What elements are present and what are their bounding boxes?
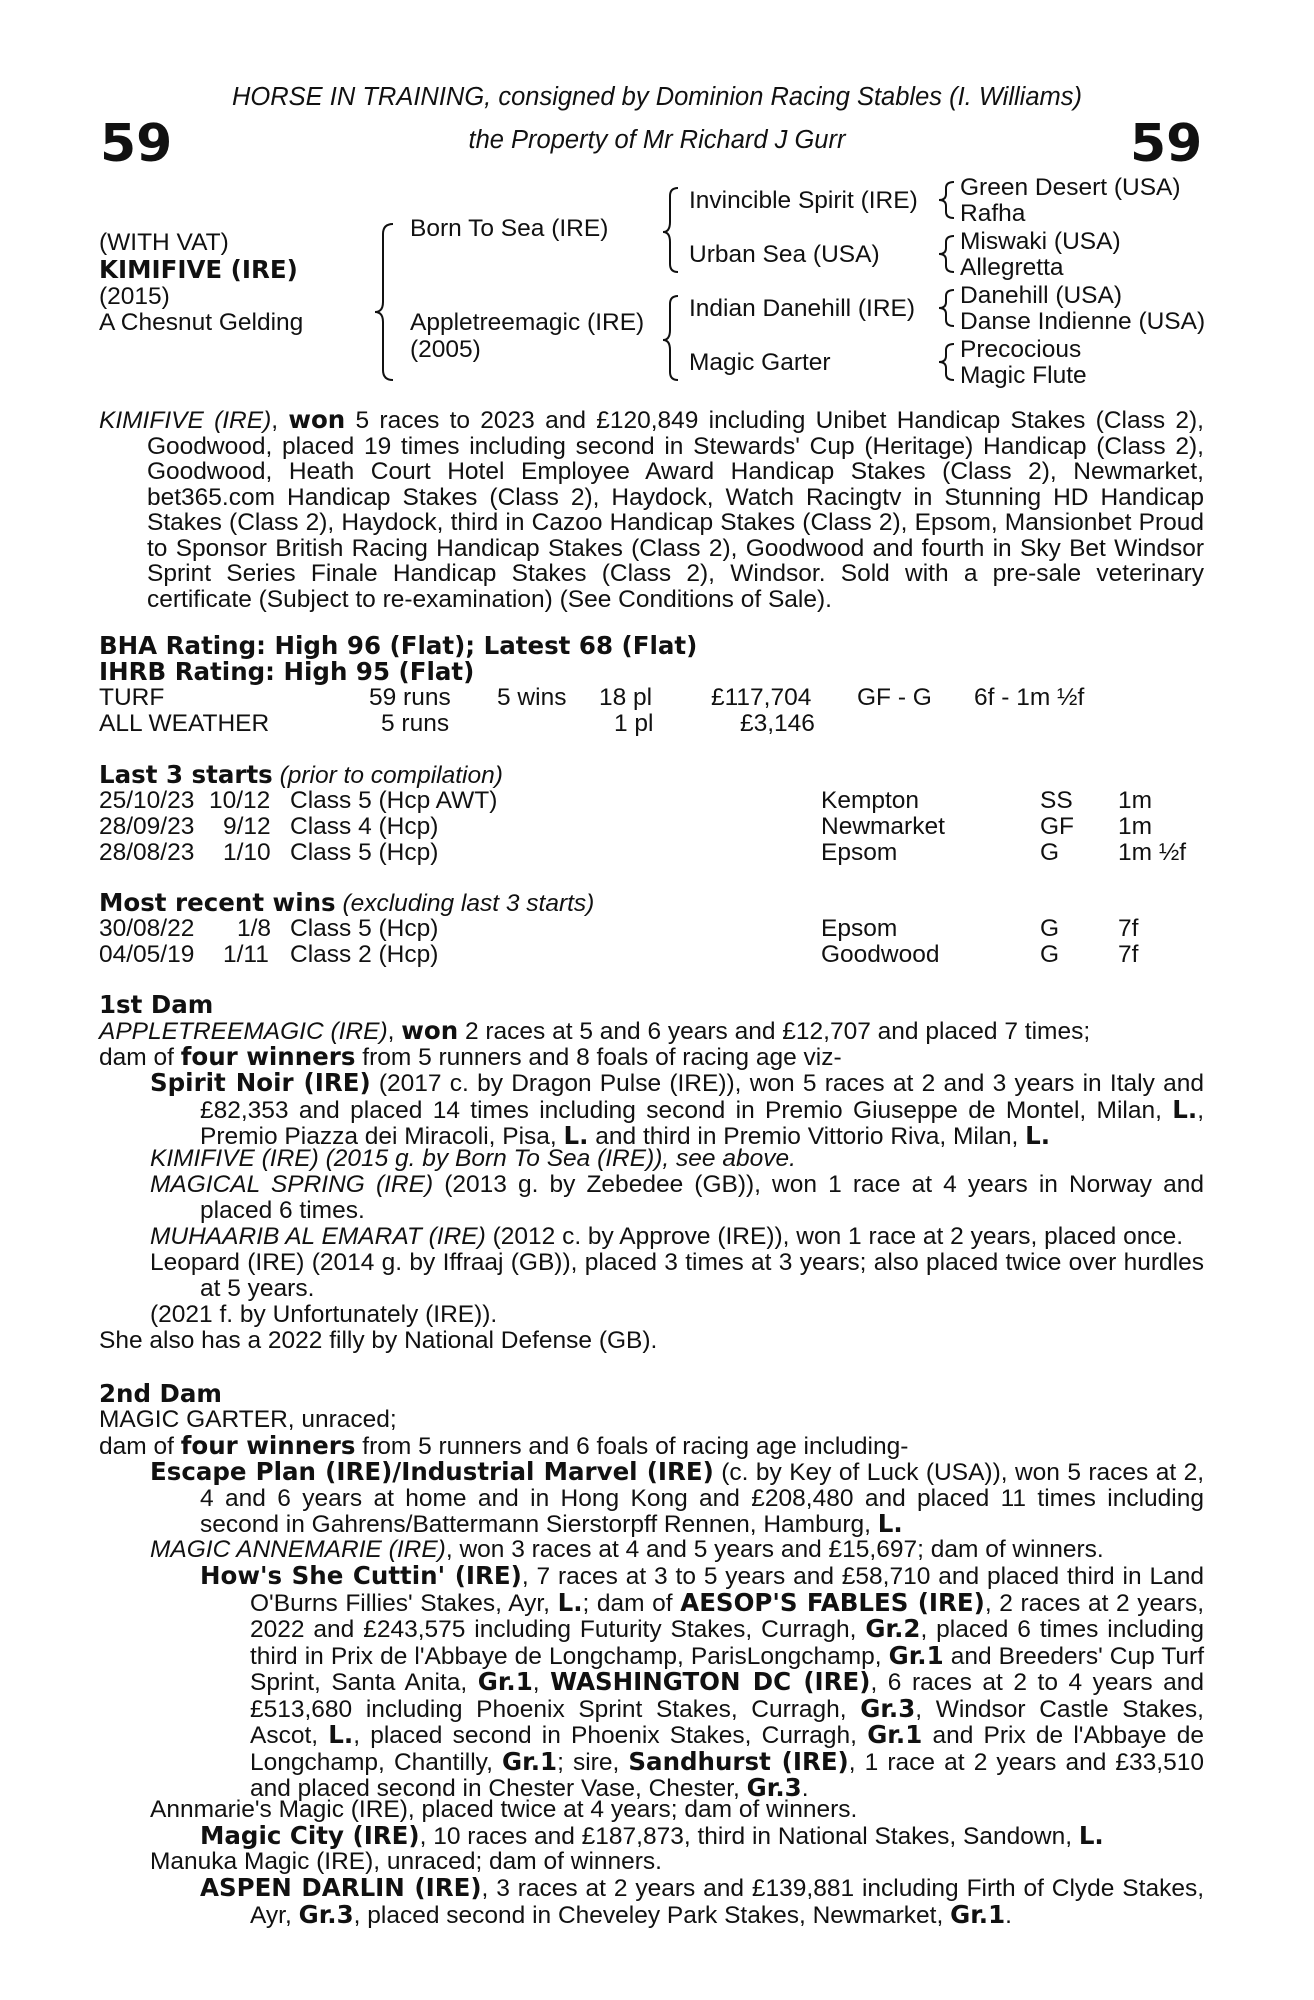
recent-wins-title	[99, 890, 594, 917]
pedigree-ds-dam: Danse Indienne (USA)	[960, 308, 1206, 335]
first-dam-record: 2 races at 5 and 6 years and £12,707 and placed 7 times;	[458, 1018, 1091, 1045]
start-course: Epsom	[821, 839, 898, 866]
produce-spirit-noir	[150, 1070, 1204, 1150]
first-dam-won: won	[401, 1016, 459, 1045]
win-course: Epsom	[821, 915, 898, 942]
text: , 2 races at 2 years, 2022 and £243,575 including Futurity Stakes, Curragh,	[250, 1589, 1205, 1643]
bha-rating: BHA Rating: High 96 (Flat); Latest 68 (Flat)	[99, 631, 698, 660]
group-mark: Gr.3	[860, 1693, 916, 1723]
lot-number-left: 59	[100, 114, 173, 174]
win-class: Class 2 (Hcp)	[290, 941, 439, 968]
group-mark: Gr.1	[502, 1746, 558, 1776]
text: and third in Premio Vittorio Riva, Milan,	[588, 1123, 1026, 1150]
group-mark: Gr.1	[950, 1899, 1006, 1929]
text: and Breeders' Cup Turf Sprint, Santa Anita,	[250, 1642, 1205, 1696]
listed-mark: L.	[1172, 1094, 1198, 1124]
text: dam of	[99, 1433, 181, 1460]
text: (2012 c. by Approve (IRE)), won 1 race at 2 years, placed once.	[485, 1223, 1184, 1250]
group-mark: Gr.1	[867, 1720, 923, 1749]
win-class: Class 5 (Hcp)	[290, 915, 439, 942]
start-distance: 1m	[1118, 787, 1153, 814]
listed-mark: L.	[877, 1509, 903, 1538]
start-going: G	[1040, 839, 1060, 866]
aw-prize-money: £3,146	[740, 710, 815, 737]
start-date: 25/10/23	[99, 787, 195, 814]
group-mark: Gr.2	[865, 1614, 921, 1643]
pedigree-sire-dam: Urban Sea (USA)	[689, 241, 880, 268]
text: ; dam of	[582, 1589, 681, 1617]
pedigree-dd-sire: Precocious	[960, 336, 1082, 363]
pedigree-dam-dam: Magic Garter	[689, 349, 831, 376]
ihrb-rating: IHRB Rating: High 95 (Flat)	[99, 657, 475, 686]
text: , 6 races at 2 to 4 years and £513,680 including Phoenix Sprint Stakes, Curragh,	[250, 1669, 1204, 1723]
win-date: 30/08/22	[99, 915, 195, 942]
aw-label: ALL WEATHER	[99, 710, 270, 737]
horse-description: A Chesnut Gelding	[99, 309, 304, 336]
recent-wins-title-text: Most recent wins	[99, 888, 336, 917]
start-course: Kempton	[821, 787, 920, 814]
win-course: Goodwood	[821, 941, 940, 968]
header-consignor: HORSE IN TRAINING, consigned by Dominion Racing Stables (I. Williams)	[231, 83, 1083, 111]
start-position: 9/12	[223, 813, 271, 840]
turf-going: GF - G	[857, 684, 932, 711]
first-dam-produce-line	[99, 1044, 842, 1071]
turf-runs: 59 runs	[369, 684, 451, 711]
start-course: Newmarket	[821, 813, 945, 840]
second-dam-produce-line	[99, 1433, 908, 1460]
listed-mark: L.	[563, 1121, 589, 1150]
win-date: 04/05/19	[99, 941, 195, 968]
pedigree-sd-dam: Allegretta	[960, 254, 1064, 281]
text: ; sire,	[557, 1748, 629, 1776]
group-mark: Gr.3	[746, 1773, 802, 1802]
header-property: the Property of Mr Richard J Gurr	[468, 126, 846, 154]
text: (c. by Key of Luck (USA)), won 5 races at 2, 4 and 6 years at home and in Hong Kong and £208,480 and placed 11 times including second in Gahrens/Battermann Sierstorpff Rennen, Hamburg,	[200, 1459, 1204, 1538]
listed-mark: L.	[557, 1587, 583, 1617]
last-3-title-text: Last 3 starts	[99, 760, 273, 789]
text: , Premio Piazza dei Miracoli, Pisa,	[200, 1096, 1204, 1150]
group-mark: Gr.1	[888, 1640, 944, 1670]
second-dam-line: MAGIC GARTER, unraced;	[99, 1406, 397, 1433]
start-distance: 1m ½f	[1118, 839, 1187, 866]
produce-name: MAGICAL SPRING (IRE)	[150, 1171, 434, 1198]
produce-hows-she-cuttin: How's She Cuttin' (IRE), 7 races at 3 to 5 years and £58,710 and placed third in Land O'Burns Fillies' Stakes, Ayr, L.; dam of AESOP'S FABLES (IRE), 2 races at 2 years, 2022 and £243,575 including Futurity Stakes, Curragh, Gr.2, placed 6 times including third in Prix de l'Abbaye de Longchamp, ParisLongchamp, Gr.1 and Breeders' Cup Turf Sprint, Santa Anita, Gr.1, WASHINGTON DC (IRE), 6 races at 2 to 4 years and £513,680 including Phoenix Sprint Stakes, Curragh, Gr.3, Windsor Castle Stakes, Ascot, L., placed second in Phoenix Stakes, Curragh, Gr.1 and Prix de l'Abbaye de Longchamp, Chantilly, Gr.1; sire, Sandhurst (IRE), 1 race at 2 years and £33,510 and placed second in Chester Vase, Chester, Gr.3.	[200, 1561, 1205, 1802]
start-position: 1/10	[223, 839, 271, 866]
text: , 7 races at 3 to 5 years and £58,710 and placed third in Land O'Burns Fillies' Stakes, Ayr,	[250, 1563, 1204, 1617]
produce-name: How's She Cuttin' (IRE)	[200, 1561, 522, 1590]
start-class: Class 4 (Hcp)	[290, 813, 439, 840]
text: Leopard (IRE) (2014 g. by Iffraaj (GB)), placed 3 times at 3 years; also placed twice over hurdles at 5 years.	[150, 1249, 1204, 1302]
text: from 5 runners and 8 foals of racing age viz-	[355, 1044, 842, 1071]
text: and Prix de l'Abbaye de Longchamp, Chantilly,	[250, 1722, 1204, 1776]
pedigree-dam-year: (2005)	[410, 336, 481, 363]
text: , won 3 races at 4 and 5 years and £15,697; dam of winners.	[445, 1536, 1104, 1563]
pedigree-ss-sire: Green Desert (USA)	[960, 174, 1181, 201]
start-class: Class 5 (Hcp AWT)	[290, 787, 498, 814]
pedigree-sire-sire: Invincible Spirit (IRE)	[689, 187, 918, 214]
winners-count: four winners	[180, 1042, 356, 1071]
produce-name: Spirit Noir (IRE)	[150, 1068, 371, 1097]
text: , placed second in Phoenix Stakes, Curragh,	[353, 1722, 868, 1749]
produce-magic-city	[200, 1823, 1104, 1850]
text: (2013 g. by Zebedee (GB)), won 1 race at 4 years in Norway and placed 6 times.	[200, 1171, 1205, 1224]
produce-name: ASPEN DARLIN (IRE)	[200, 1873, 482, 1902]
group-mark: Gr.1	[477, 1667, 533, 1696]
pedigree-sd-sire: Miswaki (USA)	[960, 228, 1121, 255]
start-going: SS	[1040, 787, 1073, 814]
win-going: G	[1040, 941, 1060, 968]
produce-muhaarib	[150, 1224, 1183, 1250]
produce-escape-plan	[150, 1459, 1204, 1538]
listed-mark: L.	[1025, 1121, 1051, 1150]
start-distance: 1m	[1118, 813, 1153, 840]
first-dam-name: APPLETREEMAGIC (IRE)	[99, 1018, 388, 1045]
text: (2017 c. by Dragon Pulse (IRE)), won 5 races at 2 and 3 years in Italy and £82,353 and placed 14 times including second in Premio Giuseppe de Montel, Milan,	[200, 1070, 1204, 1124]
horse-year: (2015)	[99, 283, 170, 310]
text: ,	[532, 1669, 551, 1696]
horse-name: KIMIFIVE (IRE)	[99, 255, 298, 284]
pedigree-dam-sire: Indian Danehill (IRE)	[689, 295, 916, 322]
first-dam-line: APPLETREEMAGIC (IRE), won 2 races at 5 and 6 years and £12,707 and placed 7 times;	[99, 1016, 1091, 1045]
winners-count: four winners	[180, 1431, 356, 1460]
summary-horse-name: KIMIFIVE (IRE)	[99, 407, 272, 434]
vat-note: (WITH VAT)	[99, 229, 229, 256]
pedigree-dd-dam: Magic Flute	[960, 362, 1087, 389]
turf-prize-money: £117,704	[711, 684, 812, 711]
turf-wins: 5 wins	[497, 684, 567, 711]
text: dam of	[99, 1044, 181, 1071]
produce-magic-annemarie	[150, 1537, 1104, 1563]
produce-name: Sandhurst (IRE)	[628, 1746, 849, 1776]
listed-mark: L.	[328, 1720, 354, 1749]
produce-annmaries-magic: Annmarie's Magic (IRE), placed twice at 4 years; dam of winners.	[150, 1796, 858, 1823]
produce-name: AESOP'S FABLES (IRE)	[680, 1587, 985, 1617]
pedigree-dam: Appletreemagic (IRE)	[410, 309, 645, 336]
turf-distance: 6f - 1m ½f	[974, 684, 1085, 711]
second-dam-heading: 2nd Dam	[99, 1379, 222, 1408]
produce-name: Magic City (IRE)	[200, 1821, 420, 1850]
start-going: GF	[1040, 813, 1075, 840]
produce-magical-spring	[150, 1172, 1204, 1223]
produce-name: WASHINGTON DC (IRE)	[550, 1667, 871, 1696]
aw-placed: 1 pl	[614, 710, 654, 737]
text: , placed second in Cheveley Park Stakes, Newmarket,	[353, 1901, 951, 1929]
listed-mark: L.	[1078, 1821, 1104, 1850]
pedigree-ds-sire: Danehill (USA)	[960, 282, 1123, 309]
win-position: 1/8	[237, 915, 272, 942]
text: , 1 race at 2 years and £33,510 and placed second in Chester Vase, Chester,	[250, 1748, 1204, 1802]
produce-name: MUHAARIB AL EMARAT (IRE)	[150, 1223, 486, 1250]
produce-leopard	[150, 1250, 1204, 1301]
text: from 5 runners and 6 foals of racing age including-	[355, 1433, 909, 1460]
start-class: Class 5 (Hcp)	[290, 839, 439, 866]
produce-aspen-darlin: ASPEN DARLIN (IRE), 3 races at 2 years and £139,881 including Firth of Clyde Stakes, Ayr, Gr.3, placed second in Cheveley Park Stakes, Newmarket, Gr.1.	[200, 1873, 1204, 1929]
recent-wins-note: (excluding last 3 starts)	[342, 890, 595, 917]
win-distance: 7f	[1118, 941, 1139, 968]
win-going: G	[1040, 915, 1060, 942]
start-position: 10/12	[209, 787, 271, 814]
start-date: 28/09/23	[99, 813, 195, 840]
start-date: 28/08/23	[99, 839, 195, 866]
aw-runs: 5 runs	[381, 710, 450, 737]
win-distance: 7f	[1118, 915, 1139, 942]
produce-name: Escape Plan (IRE)/Industrial Marvel (IRE)	[150, 1457, 714, 1486]
race-summary: KIMIFIVE (IRE), won 5 races to 2023 and £120,849 including Unibet Handicap Stakes (Class 2), Goodwood, placed 19 times including second in Stewards' Cup (Heritage) Handicap (Class 2), Goodwood, Heath Court Hotel Employee Award Handicap Stakes (Class 2), Newmarket, bet365.com Handicap Stakes (Class 2), Haydock, Watch Racingtv in Stunning HD Handicap Stakes (Class 2), Haydock, third in Cazoo Handicap Stakes (Class 2), Epsom, Mansionbet Proud to Sponsor British Racing Handicap Stakes (Class 2), Goodwood and fourth in Sky Bet Windsor Sprint Series Finale Handicap Stakes (Class 2), Windsor. Sold with a pre-sale veterinary certificate (Subject to re-examination) (See Conditions of Sale).	[99, 405, 1204, 613]
text: , placed 6 times including third in Prix de l'Abbaye de Longchamp, ParisLongchamp,	[250, 1616, 1204, 1670]
text: , Windsor Castle Stakes, Ascot,	[250, 1695, 1204, 1749]
group-mark: Gr.3	[298, 1899, 354, 1929]
lot-number-right: 59	[1130, 114, 1203, 174]
text: , 10 races and £187,873, third in National Stakes, Sandown,	[419, 1823, 1079, 1850]
pedigree-sire: Born To Sea (IRE)	[410, 215, 609, 242]
turf-label: TURF	[99, 684, 165, 711]
produce-kimifive: KIMIFIVE (IRE) (2015 g. by Born To Sea (IRE)), see above.	[150, 1145, 796, 1172]
win-position: 1/11	[223, 941, 269, 968]
pedigree-ss-dam: Rafha	[960, 200, 1026, 227]
last-3-starts-title	[99, 762, 503, 789]
produce-name: MAGIC ANNEMARIE (IRE)	[150, 1536, 446, 1563]
produce-manuka-magic: Manuka Magic (IRE), unraced; dam of winners.	[150, 1848, 662, 1875]
produce-2022-filly: She also has a 2022 filly by National Defense (GB).	[99, 1327, 658, 1354]
turf-placed: 18 pl	[599, 684, 653, 711]
first-dam-heading: 1st Dam	[99, 990, 214, 1019]
produce-2021-filly: (2021 f. by Unfortunately (IRE)).	[150, 1301, 498, 1328]
summary-text: 5 races to 2023 and £120,849 including Unibet Handicap Stakes (Class 2), Goodwood, placed 19 times including second in Stewards' Cup (Heritage) Handicap (Class 2), Goodwood, Heath Court Hotel Employee Award Handicap Stakes (Class 2), Newmarket, bet365.com Handicap Stakes (Class 2), Haydock, Watch Racingtv in Stunning HD Handicap Stakes (Class 2), Haydock, third in Cazoo Handicap Stakes (Class 2), Epsom, Mansionbet Proud to Sponsor British Racing Handicap Stakes (Class 2), Goodwood and fourth in Sky Bet Windsor Sprint Series Finale Handicap Stakes (Class 2), Windsor. Sold with a pre-sale veterinary certificate (Subject to re-examination) (See Conditions of Sale).	[147, 407, 1204, 613]
last-3-note: (prior to compilation)	[279, 762, 503, 789]
text: , 3 races at 2 years and £139,881 including Firth of Clyde Stakes, Ayr,	[250, 1875, 1204, 1929]
summary-won: won	[288, 405, 346, 434]
